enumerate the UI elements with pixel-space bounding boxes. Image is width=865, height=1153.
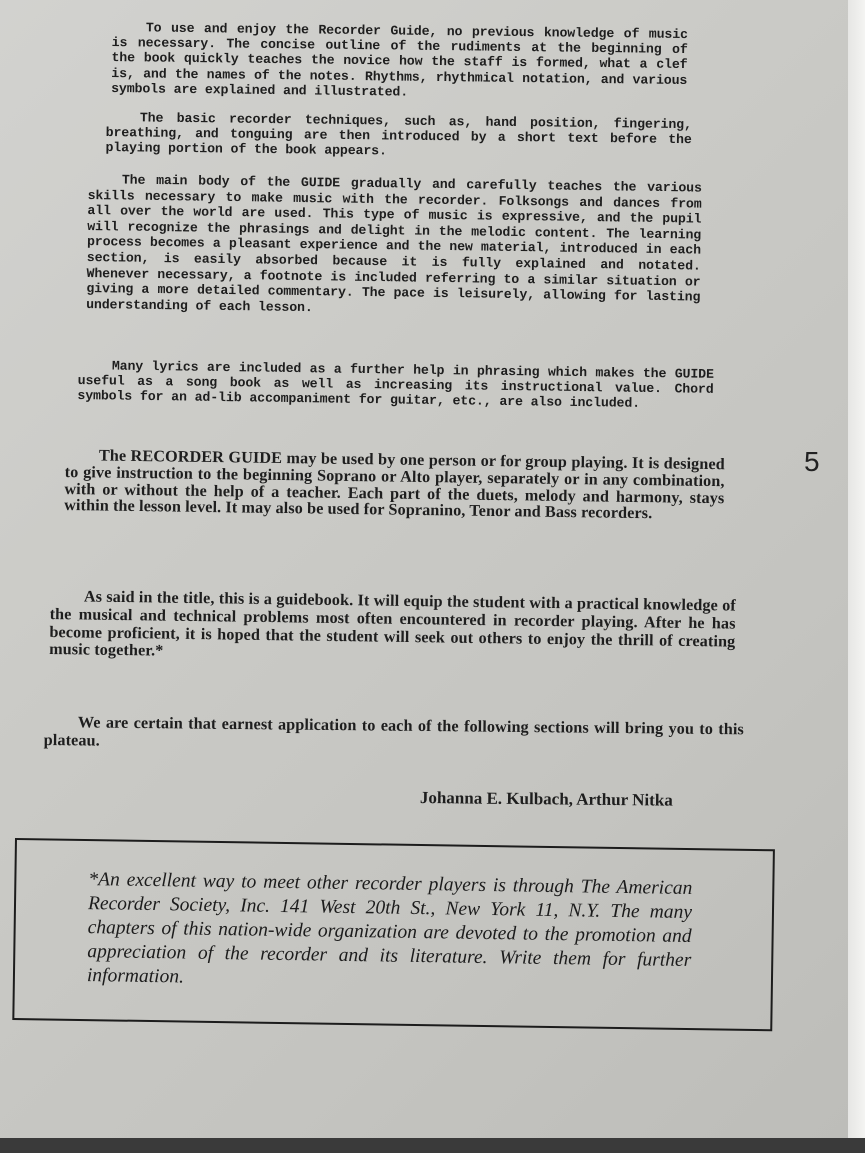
lyrics-paragraph: Many lyrics are included as a further help in phrasing which makes the GUIDE useful as a song book as well as increasing its instructional value. Chord symbols for an ad-lib accompaniment for guitar, etc., are also included. — [77, 358, 714, 412]
authors-signature: Johanna E. Kulbach, Arthur Nitka — [419, 788, 673, 810]
footnote-text: *An excellent way to meet other recorder players is through The American Recorder Society, Inc. 141 West 20th St., New York 11, N.Y. The many chapters of this nation-wide organization are devoted to the promotion and appreciation of the recorder and its literature. Write them for further information. — [86, 869, 693, 988]
guidebook-paragraph: As said in the title, this is a guidebook. It will equip the student with a practical knowledge of the musical and technical problems most often encountered in recorder playing. After he has become proficient, it is hoped that the student will seek out others to enjoy the thrill of creating music together.* — [49, 587, 736, 660]
intro-paragraph: To use and enjoy the Recorder Guide, no previous knowledge of music is necessary. The concise outline of the rudiments at the beginning of the book quickly teaches the novice how the staff is formed, what a clef is, and the names of the notes. Rhythms, rhythmical notation, and various symbols are explained and illustrated. — [111, 20, 688, 100]
bottom-shadow — [0, 1138, 865, 1153]
usage-paragraph: The RECORDER GUIDE may be used by one person or for group playing. It is designed to give instruction to the beginning Soprano or Alto player, separately or in any combination, with or without the help of a teacher. Each part of the duets, melody and harmony, stays within the lesson level. It may also be used for Sopranino, Tenor and Bass recorders. — [64, 446, 725, 523]
techniques-paragraph: The basic recorder techniques, such as, hand position, fingering, breathing, and tonguing are then introduced by a short text before the playing portion of the book appears. — [105, 110, 692, 159]
page-number: 5 — [804, 446, 820, 477]
footnote-box — [12, 838, 775, 1031]
main-body-paragraph: The main body of the GUIDE gradually and carefully teaches the various skills necessary to make music with the recorder. Folksongs and dances from all over the world are used. This type of music is expressive, and the pupil will recognize the phrasings and delight in the melodic content. The learning process becomes a pleasant experience and the new material, introduced in each section, is easily absorbed because it is fully explained and notated. Whenever necessary, a footnote is included referring to a similar situation or giving a more detailed commentary. The pace is leisurely, allowing for lasting understanding of each lesson. — [86, 172, 702, 315]
closing-paragraph: We are certain that earnest application to each of the following sections will bring you to this plateau. — [43, 713, 744, 750]
page-edge — [848, 0, 865, 1153]
